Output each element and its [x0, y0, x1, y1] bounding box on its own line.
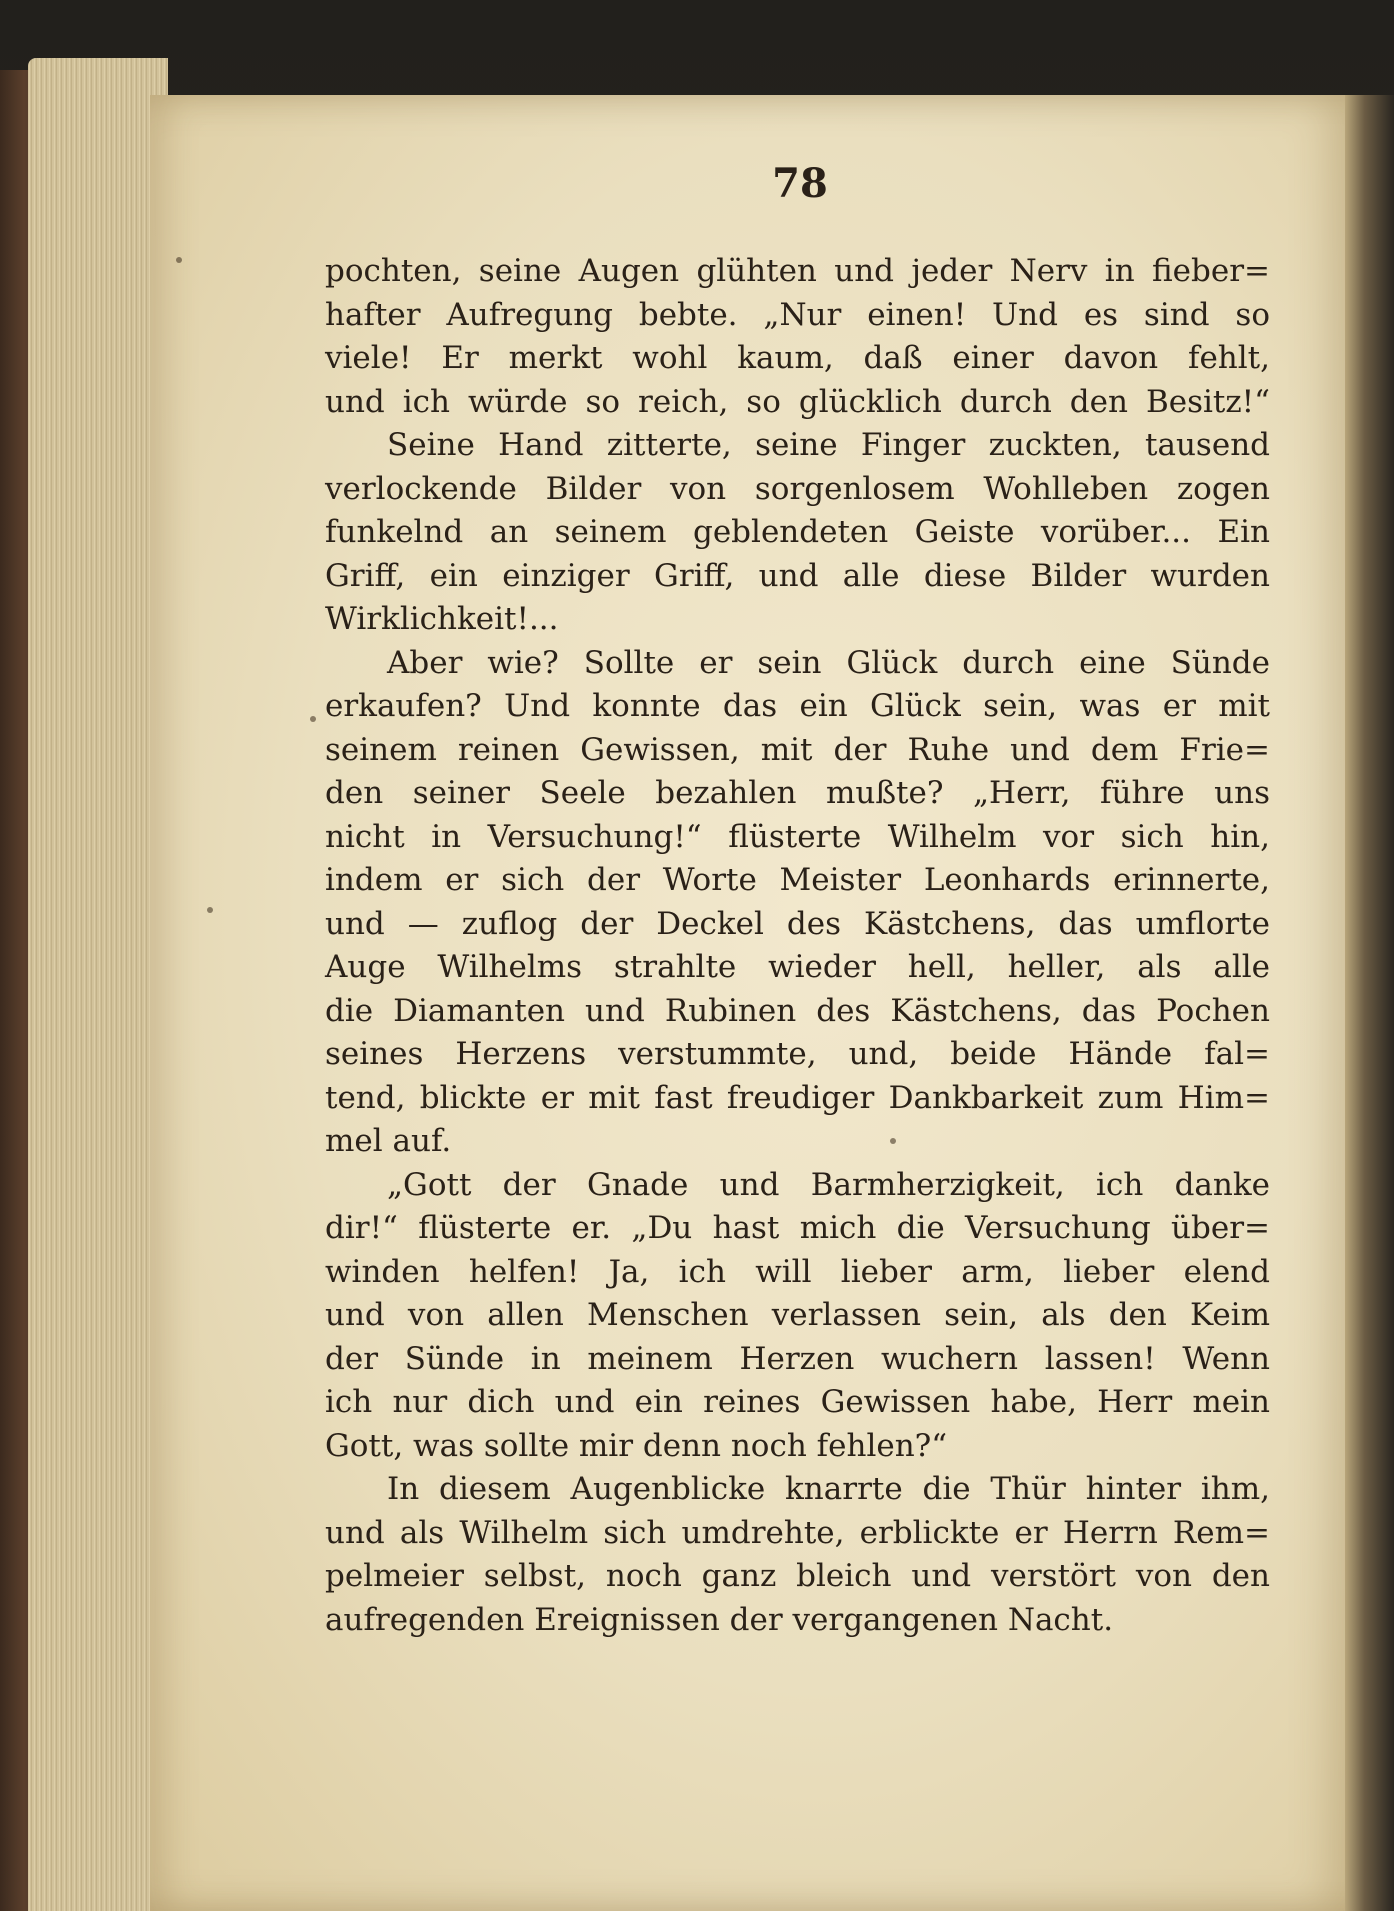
text-line: ich nur dich und ein reines Gewissen habe, Herr mein	[325, 1384, 1270, 1420]
text-line: seinem reinen Gewissen, mit der Ruhe und dem Frie=	[325, 731, 1270, 768]
gutter-shadow	[1345, 95, 1394, 1911]
paper-speck	[310, 716, 316, 722]
text-line: der Sünde in meinem Herzen wuchern lassen! Wenn	[325, 1340, 1270, 1377]
text-line: und — zuflog der Deckel des Kästchens, das umflorte	[325, 905, 1270, 942]
text-line: Gott, was sollte mir denn noch fehlen?“	[325, 1427, 948, 1464]
text-line: verlockende Bilder von sorgenlosem Wohlleben zogen	[325, 470, 1270, 507]
text-line: die Diamanten und Rubinen des Kästchens, das Pochen	[325, 992, 1270, 1029]
text-line: funkelnd an seinem geblendeten Geiste vorüber... Ein	[325, 514, 1270, 550]
text-line: und ich würde so reich, so glücklich durch den Besitz!“	[325, 383, 1270, 420]
text-line: In diesem Augenblicke knarrte die Thür hinter ihm,	[387, 1471, 1270, 1507]
page-stack-edges	[28, 58, 168, 1911]
text-line: pelmeier selbst, noch ganz bleich und verstört von den	[325, 1558, 1270, 1594]
text-line: mel auf.	[325, 1123, 452, 1159]
text-line: aufregenden Ereignissen der vergangenen Nacht.	[325, 1601, 1114, 1638]
text-line: pochten, seine Augen glühten und jeder Nerv in fieber=	[325, 253, 1270, 289]
body-text	[325, 250, 1270, 1642]
text-line: Auge Wilhelms strahlte wieder hell, heller, als alle	[325, 949, 1270, 985]
text-line: Aber wie? Sollte er sein Glück durch eine Sünde	[387, 644, 1270, 681]
text-line: Seine Hand zitterte, seine Finger zuckten, tausend	[387, 427, 1270, 463]
text-line: dir!“ flüsterte er. „Du hast mich die Versuchung über=	[325, 1210, 1270, 1246]
text-line: tend, blickte er mit fast freudiger Dankbarkeit zum Him=	[325, 1079, 1270, 1116]
page-number: 78	[772, 160, 828, 207]
text-line: „Gott der Gnade und Barmherzigkeit, ich danke	[387, 1166, 1270, 1203]
text-line: winden helfen! Ja, ich will lieber arm, lieber elend	[325, 1253, 1270, 1290]
text-line: und als Wilhelm sich umdrehte, erblickte er Herrn Rem=	[325, 1514, 1270, 1551]
paper-speck	[176, 257, 182, 263]
text-line: Wirklichkeit!...	[325, 601, 559, 637]
text-line: Griff, ein einziger Griff, und alle diese Bilder wurden	[325, 557, 1270, 594]
text-line: indem er sich der Worte Meister Leonhards erinnerte,	[325, 862, 1270, 898]
text-line: nicht in Versuchung!“ flüsterte Wilhelm vor sich hin,	[325, 818, 1270, 855]
text-line: viele! Er merkt wohl kaum, daß einer davon fehlt,	[325, 340, 1270, 376]
paper-speck	[207, 907, 213, 913]
text-line: seines Herzens verstummte, und, beide Hände fal=	[325, 1036, 1270, 1072]
text-line: den seiner Seele bezahlen mußte? „Herr, führe uns	[325, 775, 1270, 811]
text-line: und von allen Menschen verlassen sein, als den Keim	[325, 1297, 1270, 1333]
text-line: hafter Aufregung bebte. „Nur einen! Und es sind so	[325, 296, 1270, 333]
text-line: erkaufen? Und konnte das ein Glück sein, was er mit	[325, 688, 1270, 724]
